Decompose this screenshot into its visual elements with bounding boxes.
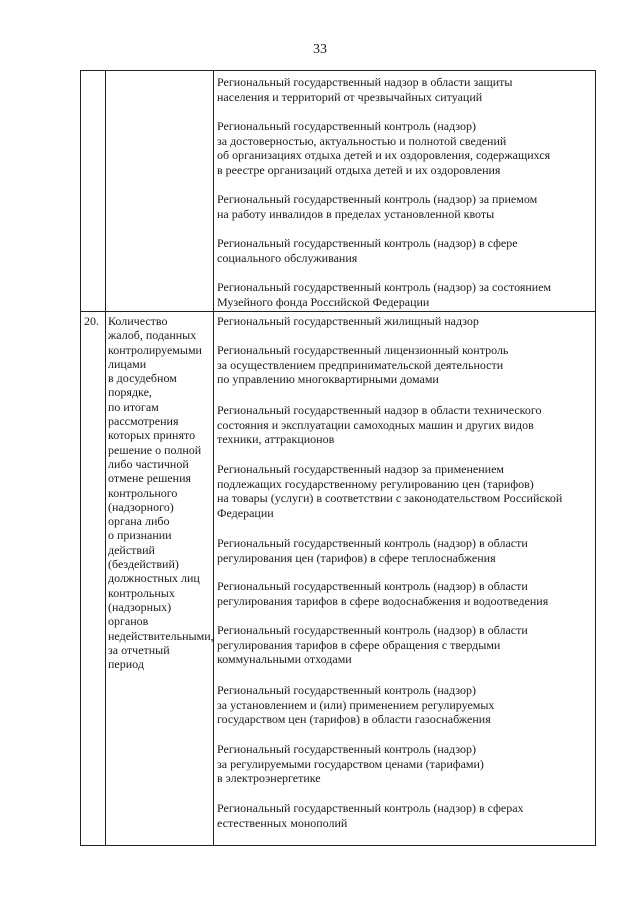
criterion-text: Количество жалоб, поданных контролируемыми лицами в досудебном порядке, по итогам рассмотрения которых принято решение о полной либо частичной отмене решения контрольного (надзорного) органа либо о признании действий (бездействий) должностных лиц контрольных (надзорных) органов недействительными, за отчетный период: [108, 314, 214, 672]
control-type-item: Региональный государственный надзор в области технического состояния и эксплуатации самоходных машин и других видов техники, аттракционов: [217, 403, 542, 447]
control-type-item: Региональный государственный надзор в области защиты населения и территорий от чрезвычайных ситуаций: [217, 75, 513, 104]
control-type-item: Региональный государственный контроль (надзор) за приемом на работу инвалидов в пределах установленной квоты: [217, 192, 538, 221]
control-type-item: Региональный государственный жилищный надзор: [217, 314, 479, 328]
control-type-item: Региональный государственный контроль (надзор) в сфере социального обслуживания: [217, 236, 518, 265]
control-type-item: Региональный государственный надзор за применением подлежащих государственному регулированию цен (тарифов) на товары (услуги) в соответствии с законодательством Российской Федерации: [217, 462, 563, 520]
control-type-item: Региональный государственный контроль (надзор) за установлением и (или) применением регулируемых государством цен (тарифов) в области газоснабжения: [217, 683, 495, 727]
control-type-item: Региональный государственный контроль (надзор) за состоянием Музейного фонда Российской Федерации: [217, 280, 552, 309]
control-type-item: Региональный государственный контроль (надзор) за достоверностью, актуальностью и полнотой сведений об организациях отдыха детей и их оздоровления, содержащихся в реестре организаций отдыха детей и их оздоровления: [217, 119, 551, 177]
column-divider-number: [105, 71, 106, 845]
control-type-item: Региональный государственный контроль (надзор) за регулируемыми государством ценами (тарифами) в электроэнергетике: [217, 742, 484, 786]
control-type-item: Региональный государственный лицензионный контроль за осуществлением предпринимательской деятельности по управлению многоквартирными домами: [217, 343, 509, 387]
column-divider-criterion: [213, 71, 214, 845]
row-number: 20.: [84, 314, 99, 328]
indicators-table: [80, 70, 596, 846]
page-number: 33: [313, 42, 327, 57]
control-type-item: Региональный государственный контроль (надзор) в области регулирования тарифов в сфере обращения с твердыми коммунальными отходами: [217, 623, 528, 667]
control-type-item: Региональный государственный контроль (надзор) в области регулирования тарифов в сфере водоснабжения и водоотведения: [217, 579, 549, 608]
control-type-item: Региональный государственный контроль (надзор) в сферах естественных монополий: [217, 801, 524, 830]
row-divider: [81, 311, 595, 312]
control-type-item: Региональный государственный контроль (надзор) в области регулирования цен (тарифов) в сфере теплоснабжения: [217, 536, 528, 565]
